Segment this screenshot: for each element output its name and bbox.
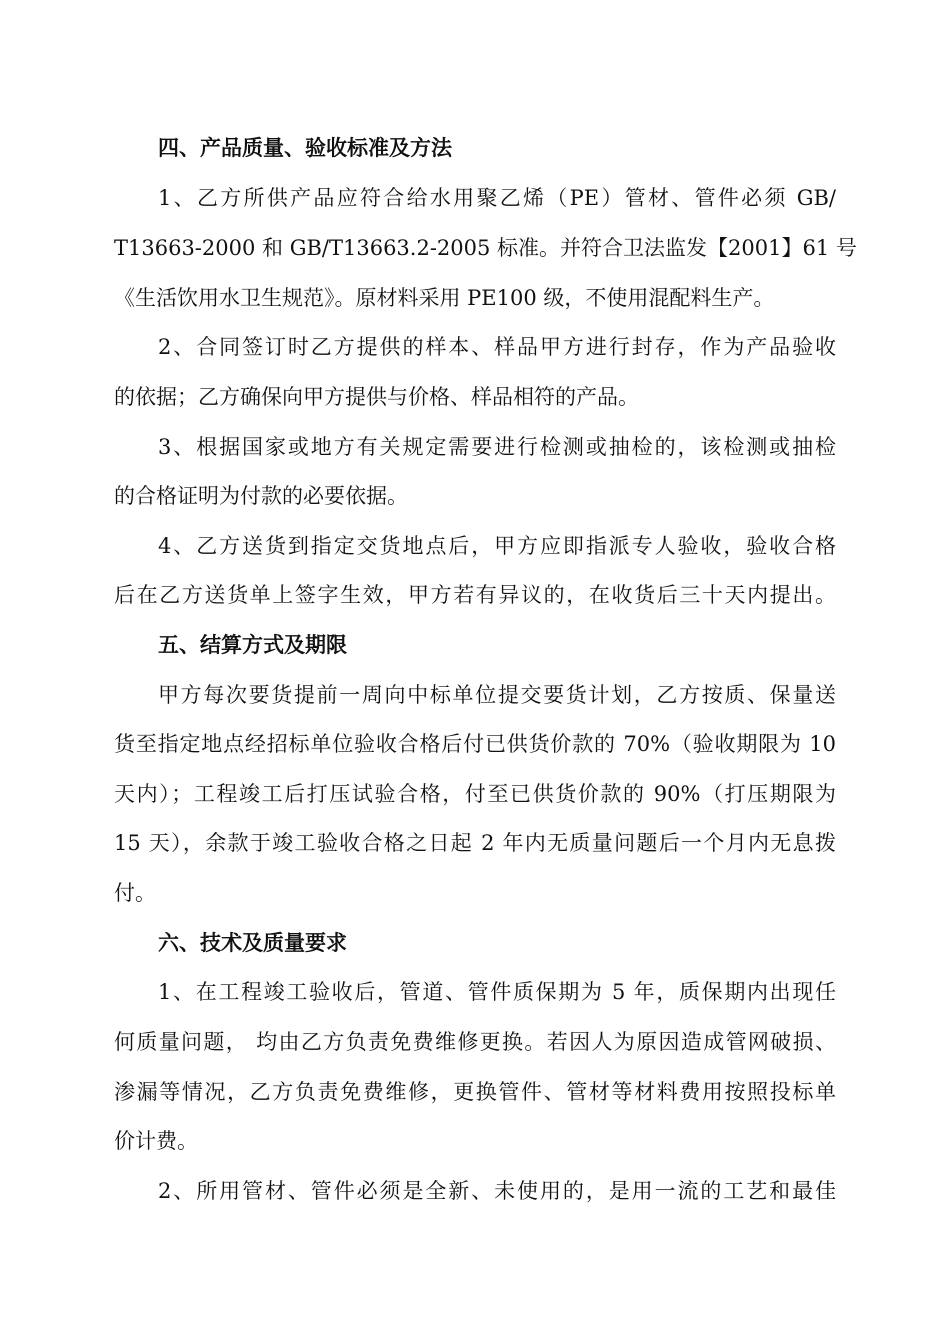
paragraph-line: 1、在工程竣工验收后，管道、管件质保期为 5 年，质保期内出现任 bbox=[158, 980, 836, 1004]
paragraph-line: 2、所用管材、管件必须是全新、未使用的，是用一流的工艺和最佳 bbox=[158, 1179, 836, 1203]
paragraph-line: 天内）；工程竣工后打压试验合格，付至已供货价款的 90%（打压期限为 bbox=[114, 782, 836, 806]
paragraph-line: 1、乙方所供产品应符合给水用聚乙烯（PE）管材、管件必须 GB/ bbox=[158, 186, 836, 210]
paragraph-line: 渗漏等情况，乙方负责免费维修，更换管件、管材等材料费用按照投标单 bbox=[114, 1080, 836, 1104]
section-heading: 四、产品质量、验收标准及方法 bbox=[158, 135, 452, 160]
section-heading: 六、技术及质量要求 bbox=[158, 930, 347, 955]
paragraph-line: 价计费。 bbox=[114, 1129, 198, 1153]
paragraph-line: T13663-2000 和 GB/T13663.2-2005 标准。并符合卫法监发【2001】61 号 bbox=[114, 236, 857, 260]
paragraph-line: 的合格证明为付款的必要依据。 bbox=[114, 484, 408, 508]
paragraph-line: 15 天），余款于竣工验收合格之日起 2 年内无质量问题后一个月内无息拨 bbox=[114, 831, 836, 855]
paragraph-line: 3、根据国家或地方有关规定需要进行检测或抽检的，该检测或抽检 bbox=[158, 435, 836, 459]
paragraph-line: 4、乙方送货到指定交货地点后，甲方应即指派专人验收，验收合格 bbox=[158, 534, 836, 558]
paragraph-line: 甲方每次要货提前一周向中标单位提交要货计划，乙方按质、保量送 bbox=[158, 683, 836, 707]
paragraph-line: 货至指定地点经招标单位验收合格后付已供货价款的 70%（验收期限为 10 bbox=[114, 732, 836, 756]
section-heading: 五、结算方式及期限 bbox=[158, 632, 347, 657]
paragraph-line: 2、合同签订时乙方提供的样本、样品甲方进行封存，作为产品验收 bbox=[158, 335, 836, 359]
paragraph-line: 付。 bbox=[114, 881, 156, 905]
paragraph-line: 《生活饮用水卫生规范》。原材料采用 PE100 级，不使用混配料生产。 bbox=[114, 286, 775, 310]
paragraph-line: 后在乙方送货单上签字生效，甲方若有异议的，在收货后三十天内提出。 bbox=[114, 583, 836, 607]
paragraph-line: 的依据；乙方确保向甲方提供与价格、样品相符的产品。 bbox=[114, 385, 639, 409]
paragraph-line: 何质量问题， 均由乙方负责免费维修更换。若因人为原因造成管网破损、 bbox=[114, 1030, 836, 1054]
